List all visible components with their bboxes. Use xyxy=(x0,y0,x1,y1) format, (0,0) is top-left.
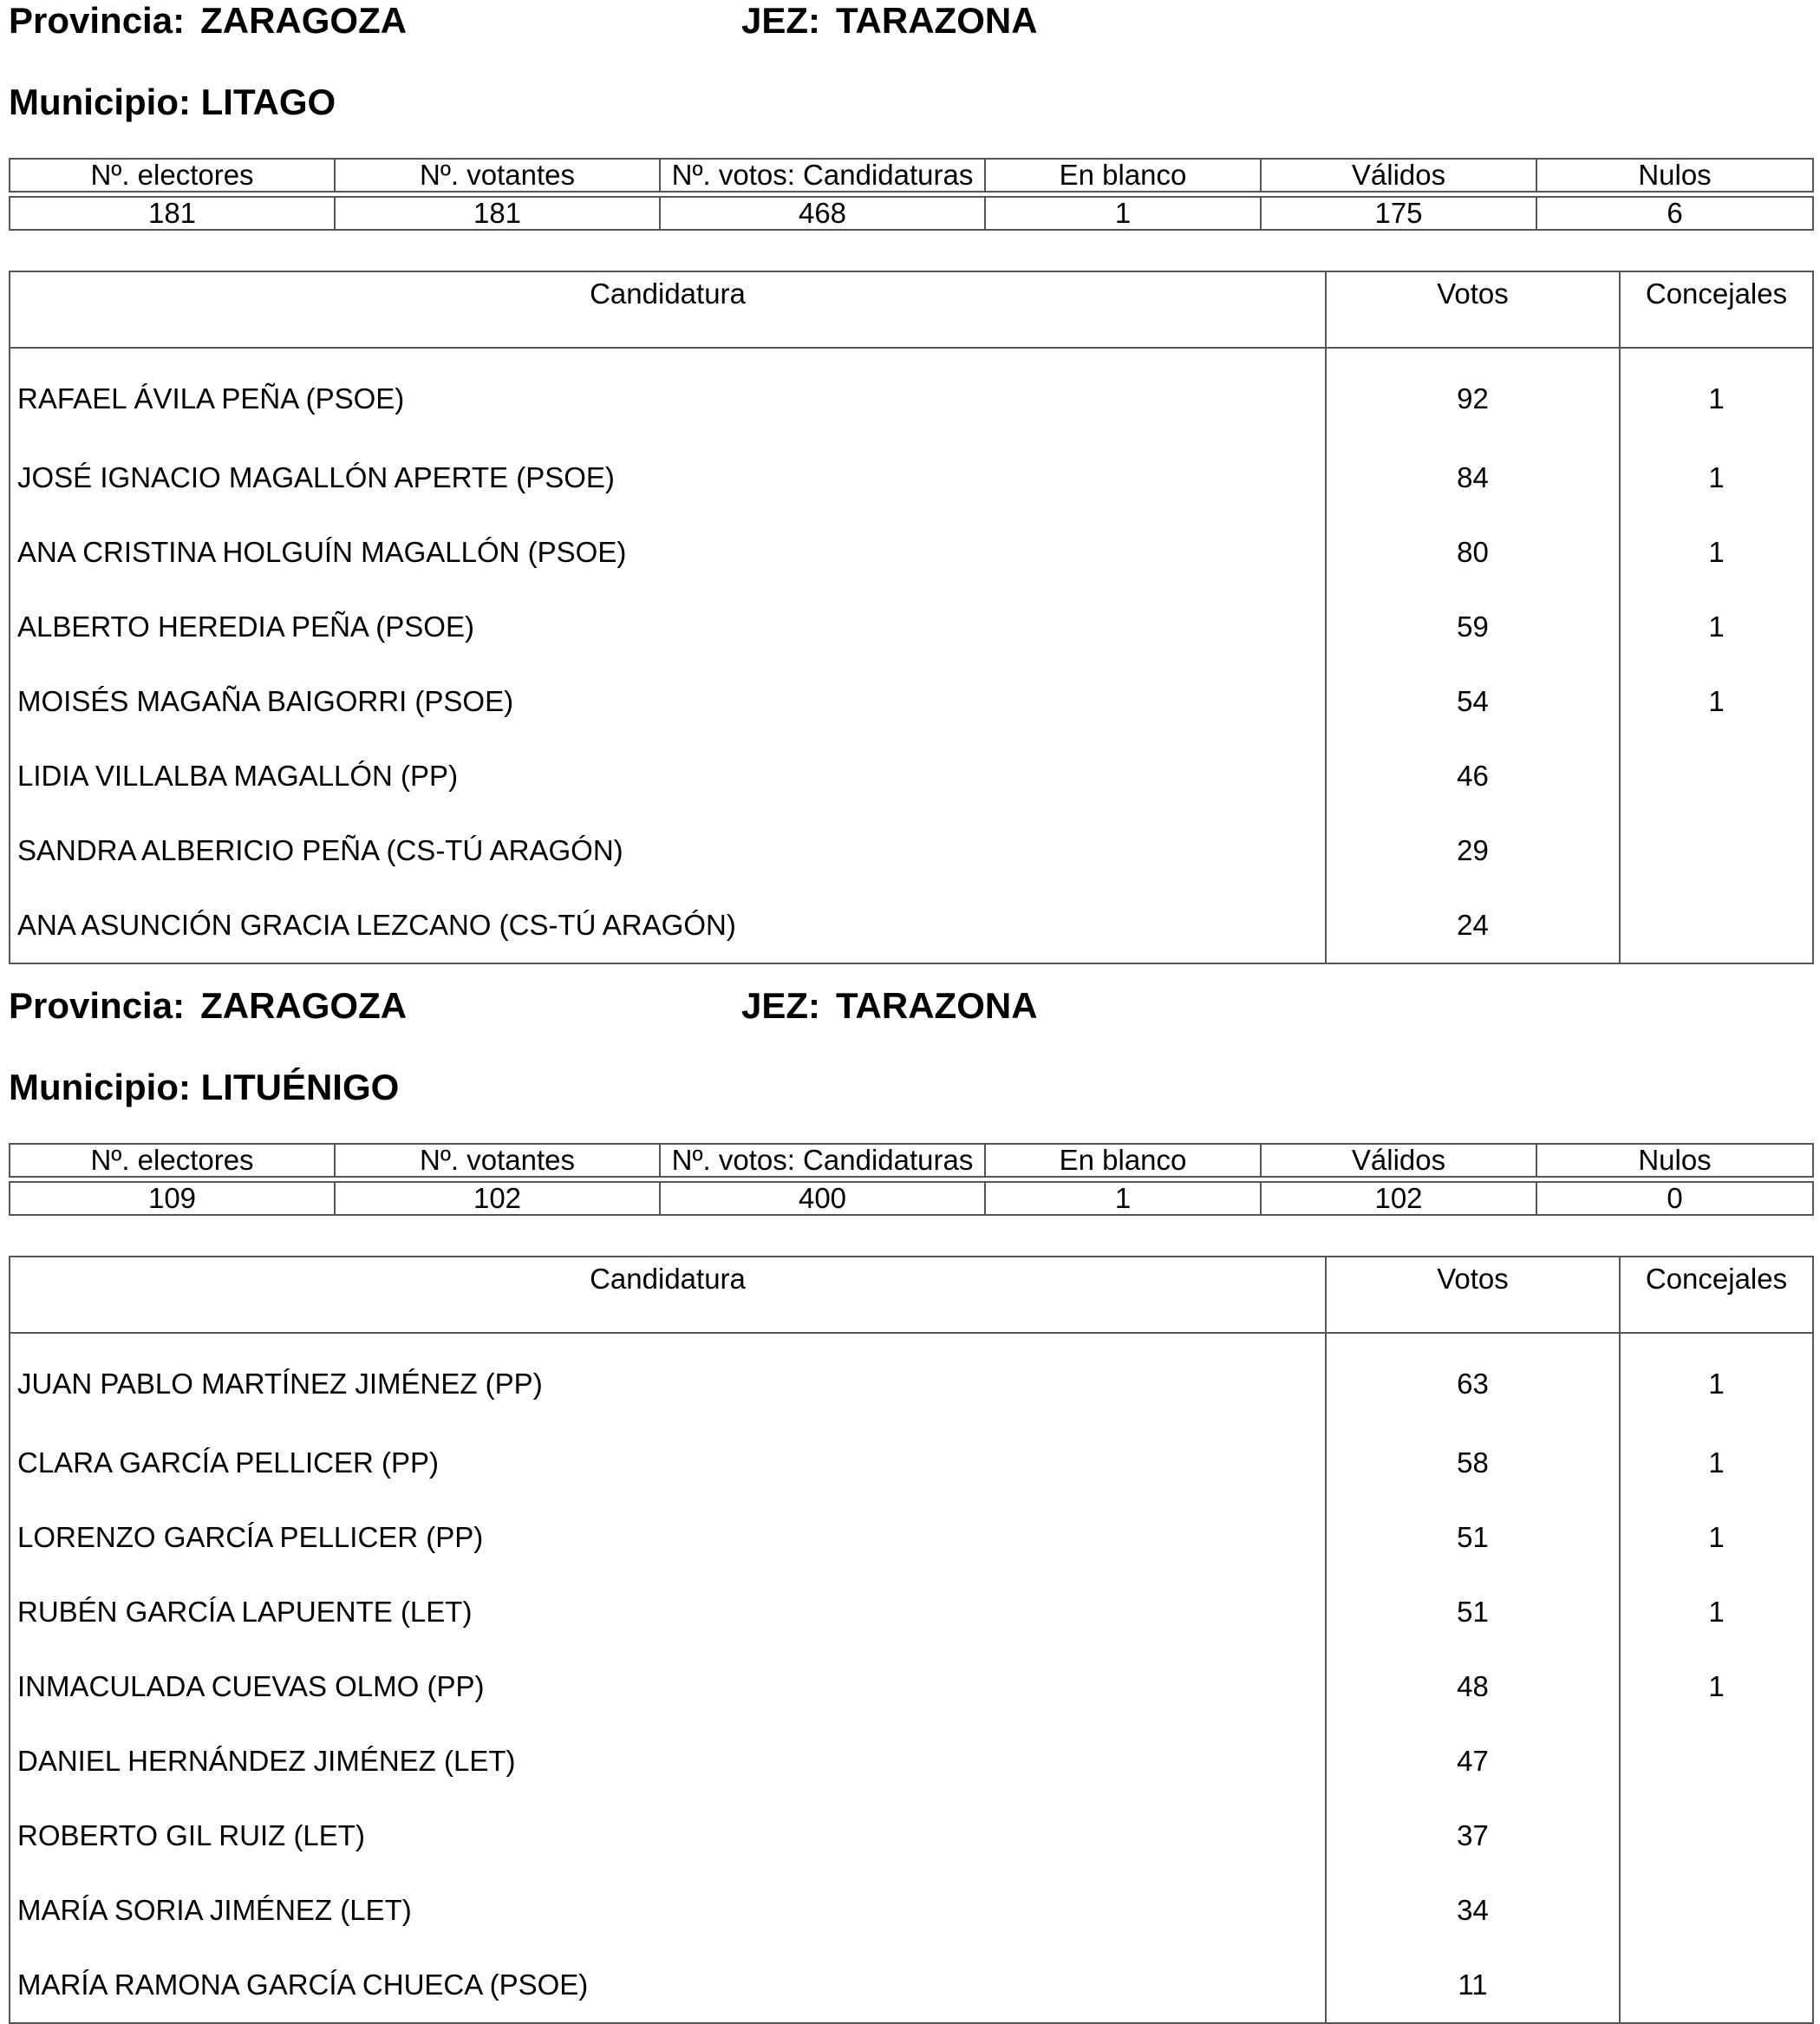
table-row xyxy=(10,348,1813,441)
candidate-name: JOSÉ IGNACIO MAGALLÓN APERTE (PSOE) xyxy=(10,441,1326,515)
municipio-value: LITUÉNIGO xyxy=(200,1067,400,1107)
table-row xyxy=(10,1724,1813,1799)
candidate-concejales xyxy=(1620,1948,1813,2023)
candidate-concejales xyxy=(1620,739,1813,813)
concejales-header: Concejales xyxy=(1620,271,1813,348)
candidate-votos: 46 xyxy=(1326,739,1620,813)
table-row xyxy=(10,739,1813,813)
candidate-name: ANA CRISTINA HOLGUÍN MAGALLÓN (PSOE) xyxy=(10,515,1326,590)
summary-header: Válidos xyxy=(1261,159,1536,192)
candidate-concejales: 1 xyxy=(1620,1333,1813,1426)
candidate-votos: 48 xyxy=(1326,1649,1620,1724)
candidate-votos: 59 xyxy=(1326,590,1620,664)
candidate-name: LIDIA VILLALBA MAGALLÓN (PP) xyxy=(10,739,1326,813)
municipio-header xyxy=(9,1067,399,1108)
candidate-concejales xyxy=(1620,888,1813,963)
candidate-concejales: 1 xyxy=(1620,590,1813,664)
candidate-concejales: 1 xyxy=(1620,441,1813,515)
candidate-concejales: 1 xyxy=(1620,1500,1813,1575)
summary-header: En blanco xyxy=(985,159,1261,192)
summary-header: Nº. votantes xyxy=(335,1144,660,1177)
jez-label: JEZ: xyxy=(741,985,821,1026)
candidate-votos: 58 xyxy=(1326,1426,1620,1500)
candidate-votos: 51 xyxy=(1326,1500,1620,1575)
candidate-concejales xyxy=(1620,1799,1813,1873)
summary-value: 102 xyxy=(335,1182,660,1215)
jez-header xyxy=(741,985,1038,1027)
table-row xyxy=(10,664,1813,739)
table-row xyxy=(10,813,1813,888)
table-row xyxy=(10,1333,1813,1426)
candidate-concejales xyxy=(1620,1724,1813,1799)
candidate-votos: 80 xyxy=(1326,515,1620,590)
candidate-name: JUAN PABLO MARTÍNEZ JIMÉNEZ (PP) xyxy=(10,1333,1326,1426)
summary-header: Nº. votantes xyxy=(335,159,660,192)
summary-value: 400 xyxy=(660,1182,985,1215)
summary-header: Nulos xyxy=(1536,159,1813,192)
provincia-value: ZARAGOZA xyxy=(200,985,408,1026)
summary-table xyxy=(9,1143,1814,1178)
candidate-concejales: 1 xyxy=(1620,664,1813,739)
candidate-votos: 34 xyxy=(1326,1873,1620,1948)
municipio-label: Municipio: xyxy=(9,1067,191,1107)
candidate-concejales: 1 xyxy=(1620,515,1813,590)
candidates-table xyxy=(9,1256,1814,2024)
candidate-votos: 37 xyxy=(1326,1799,1620,1873)
candidate-votos: 51 xyxy=(1326,1575,1620,1649)
summary-table xyxy=(9,158,1814,193)
summary-value: 468 xyxy=(660,197,985,230)
candidate-votos: 92 xyxy=(1326,348,1620,441)
summary-value: 109 xyxy=(10,1182,335,1215)
summary-values xyxy=(9,196,1814,231)
summary-value: 181 xyxy=(10,197,335,230)
candidate-votos: 84 xyxy=(1326,441,1620,515)
candidate-votos: 47 xyxy=(1326,1724,1620,1799)
table-row xyxy=(10,441,1813,515)
summary-header: Nulos xyxy=(1536,1144,1813,1177)
candidate-name: CLARA GARCÍA PELLICER (PP) xyxy=(10,1426,1326,1500)
candidate-name: SANDRA ALBERICIO PEÑA (CS-TÚ ARAGÓN) xyxy=(10,813,1326,888)
candidate-votos: 29 xyxy=(1326,813,1620,888)
candidate-votos: 63 xyxy=(1326,1333,1620,1426)
candidate-concejales: 1 xyxy=(1620,1426,1813,1500)
candidate-votos: 54 xyxy=(1326,664,1620,739)
summary-header: Nº. votos: Candidaturas xyxy=(660,159,985,192)
candidate-name: LORENZO GARCÍA PELLICER (PP) xyxy=(10,1500,1326,1575)
jez-label: JEZ: xyxy=(741,0,821,41)
table-row xyxy=(10,1873,1813,1948)
candidate-votos: 11 xyxy=(1326,1948,1620,2023)
table-row xyxy=(10,1426,1813,1500)
municipio-header xyxy=(9,82,336,123)
provincia-value: ZARAGOZA xyxy=(200,0,408,41)
candidate-name: DANIEL HERNÁNDEZ JIMÉNEZ (LET) xyxy=(10,1724,1326,1799)
candidate-concejales: 1 xyxy=(1620,1649,1813,1724)
summary-value: 0 xyxy=(1536,1182,1813,1215)
municipio-value: LITAGO xyxy=(200,82,336,122)
votos-header: Votos xyxy=(1326,1257,1620,1333)
candidate-name: ALBERTO HEREDIA PEÑA (PSOE) xyxy=(10,590,1326,664)
candidatura-header: Candidatura xyxy=(10,271,1326,348)
jez-value: TARAZONA xyxy=(836,985,1038,1026)
table-row xyxy=(10,1500,1813,1575)
jez-header xyxy=(741,0,1038,42)
provincia-label: Provincia: xyxy=(9,0,186,41)
table-row xyxy=(10,515,1813,590)
provincia-header xyxy=(9,0,407,42)
summary-value: 1 xyxy=(985,197,1261,230)
concejales-header: Concejales xyxy=(1620,1257,1813,1333)
candidates-table xyxy=(9,271,1814,964)
candidate-concejales: 1 xyxy=(1620,348,1813,441)
table-row xyxy=(10,1649,1813,1724)
candidate-name: MOISÉS MAGAÑA BAIGORRI (PSOE) xyxy=(10,664,1326,739)
votos-header: Votos xyxy=(1326,271,1620,348)
summary-header: Nº. votos: Candidaturas xyxy=(660,1144,985,1177)
candidate-concejales xyxy=(1620,1873,1813,1948)
candidate-votos: 24 xyxy=(1326,888,1620,963)
summary-value: 6 xyxy=(1536,197,1813,230)
candidate-name: INMACULADA CUEVAS OLMO (PP) xyxy=(10,1649,1326,1724)
candidate-name: MARÍA SORIA JIMÉNEZ (LET) xyxy=(10,1873,1326,1948)
candidatura-header: Candidatura xyxy=(10,1257,1326,1333)
summary-value: 175 xyxy=(1261,197,1536,230)
candidate-name: ROBERTO GIL RUIZ (LET) xyxy=(10,1799,1326,1873)
summary-header: En blanco xyxy=(985,1144,1261,1177)
provincia-header xyxy=(9,985,407,1027)
summary-header: Válidos xyxy=(1261,1144,1536,1177)
provincia-label: Provincia: xyxy=(9,985,186,1026)
summary-value: 102 xyxy=(1261,1182,1536,1215)
table-row xyxy=(10,1575,1813,1649)
candidate-name: RUBÉN GARCÍA LAPUENTE (LET) xyxy=(10,1575,1326,1649)
table-row xyxy=(10,888,1813,963)
summary-values xyxy=(9,1181,1814,1216)
candidate-name: MARÍA RAMONA GARCÍA CHUECA (PSOE) xyxy=(10,1948,1326,2023)
table-row xyxy=(10,590,1813,664)
table-row xyxy=(10,1948,1813,2023)
summary-value: 1 xyxy=(985,1182,1261,1215)
candidate-concejales xyxy=(1620,813,1813,888)
table-row xyxy=(10,1799,1813,1873)
summary-header: Nº. electores xyxy=(10,1144,335,1177)
candidate-name: RAFAEL ÁVILA PEÑA (PSOE) xyxy=(10,348,1326,441)
jez-value: TARAZONA xyxy=(836,0,1038,41)
summary-value: 181 xyxy=(335,197,660,230)
summary-header: Nº. electores xyxy=(10,159,335,192)
municipio-label: Municipio: xyxy=(9,82,191,122)
candidate-concejales: 1 xyxy=(1620,1575,1813,1649)
candidate-name: ANA ASUNCIÓN GRACIA LEZCANO (CS-TÚ ARAGÓN) xyxy=(10,888,1326,963)
